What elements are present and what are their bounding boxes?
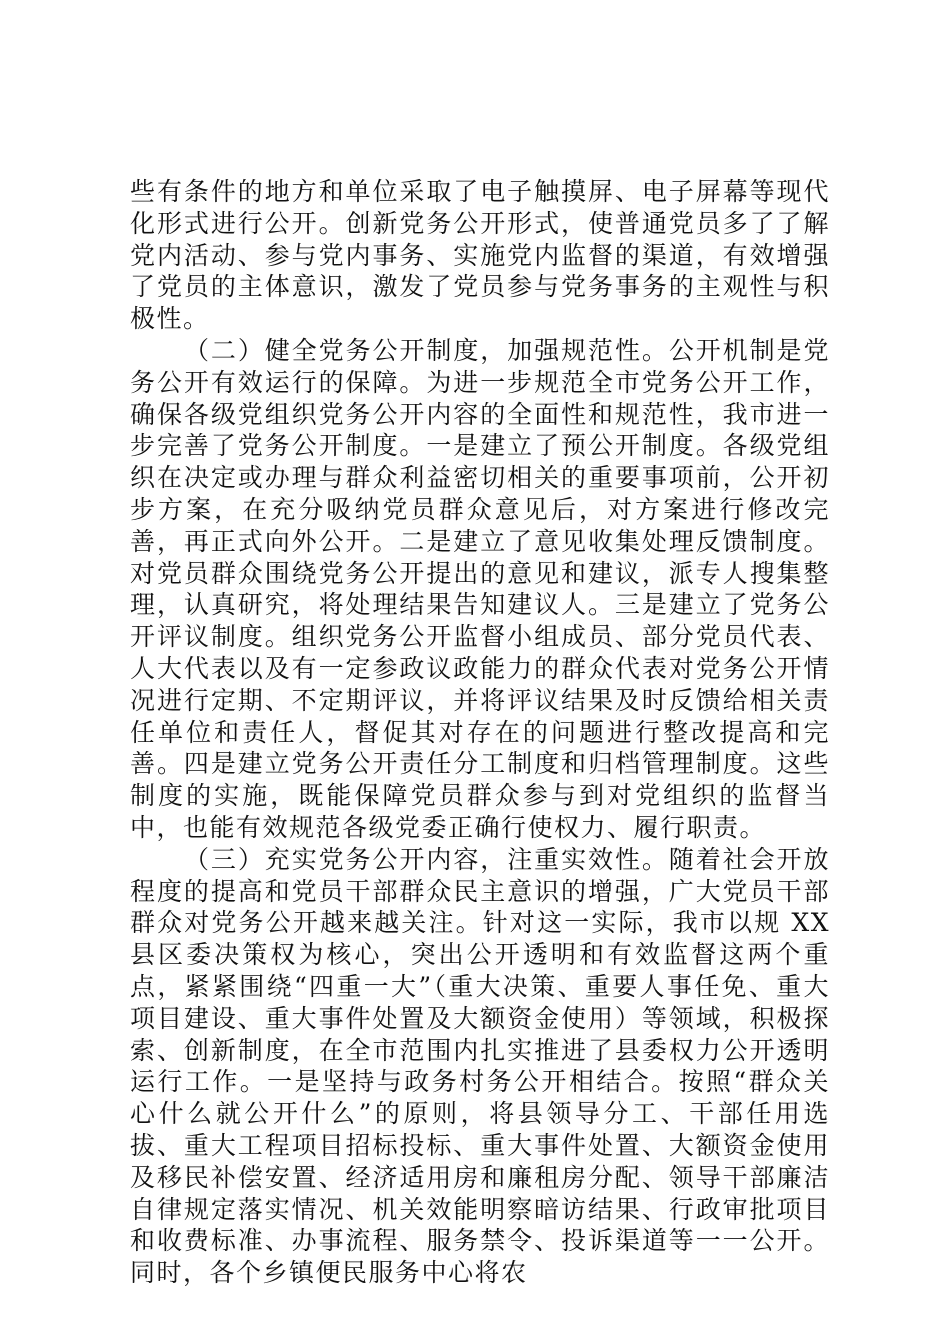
paragraph-section-three: （三）充实党务公开内容，注重实效性。随着社会开放程度的提高和党员干部群众民主意识的增强，广大党员干部群众对党务公开越来越关注。针对这一实际，我市以规 XX 县区委决策权为核心，突出公开透明和有效监督这两个重点，紧紧围绕“四重一大”（重大决策、重要人事任免、重大项目建设、重大事件处置及大额资金使用）等领域，积极探索、创新制度，在全市范围内扎实推进了县委权力公开透明运行工作。一是坚持与政务村务公开相结合。按照“群众关心什么就公开什么”的原则，将县领导分工、干部任用选拔、重大工程项目招标投标、重大事件处置、大额资金使用及移民补偿安置、经济适用房和廉租房分配、领导干部廉洁自律规定落实情况、机关效能明察暗访结果、行政审批项目和收费标准、办事流程、服务禁令、投诉渠道等一一公开。同时，各个乡镇便民服务中心将农 [130,844,830,1288]
paragraph-section-two: （二）健全党务公开制度，加强规范性。公开机制是党务公开有效运行的保障。为进一步规范全市党务公开工作，确保各级党组织党务公开内容的全面性和规范性，我市进一步完善了党务公开制度。一是建立了预公开制度。各级党组织在决定或办理与群众利益密切相关的重要事项前，公开初步方案，在充分吸纳党员群众意见后，对方案进行修改完善，再正式向外公开。二是建立了意见收集处理反馈制度。对党员群众围绕党务公开提出的意见和建议，派专人搜集整理，认真研究，将处理结果告知建议人。三是建立了党务公开评议制度。组织党务公开监督小组成员、部分党员代表、人大代表以及有一定参政议政能力的群众代表对党务公开情况进行定期、不定期评议，并将评议结果及时反馈给相关责任单位和责任人，督促其对存在的问题进行整改提高和完善。四是建立党务公开责任分工制度和归档管理制度。这些制度的实施，既能保障党员群众参与到对党组织的监督当中，也能有效规范各级党委正确行使权力、履行职责。 [130,335,830,842]
paragraph-continuation: 些有条件的地方和单位采取了电子触摸屏、电子屏幕等现代化形式进行公开。创新党务公开形式，使普通党员多了了解党内活动、参与党内事务、实施党内监督的渠道，有效增强了党员的主体意识，激发了党员参与党务事务的主观性与积极性。 [130,177,830,334]
document-body [130,176,830,1289]
